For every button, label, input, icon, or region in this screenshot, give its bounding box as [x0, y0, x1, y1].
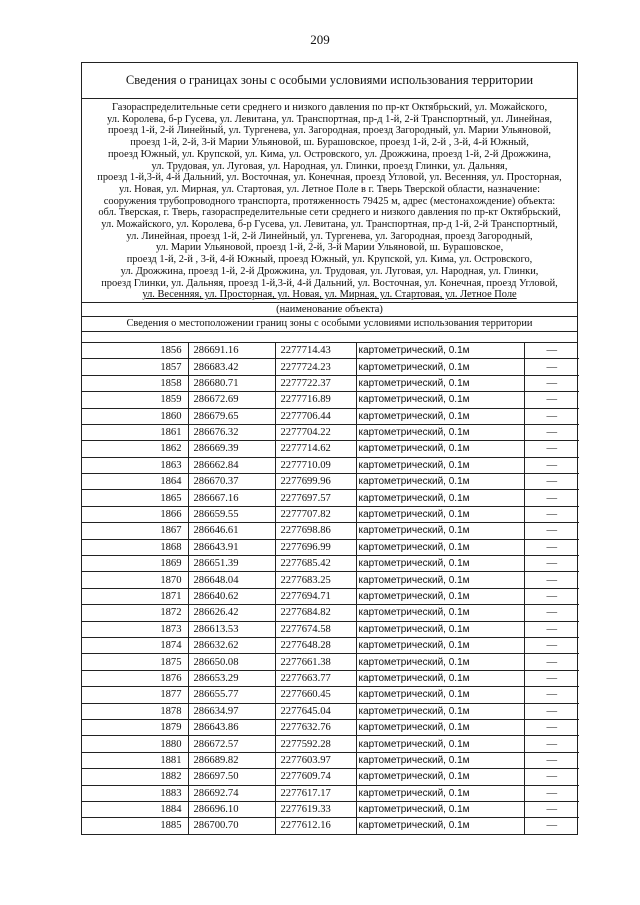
method-cell: картометрический, 0.1м [356, 375, 524, 391]
x-coordinate-cell: 286648.04 [188, 572, 275, 588]
point-number-cell: 1872 [82, 605, 188, 621]
x-coordinate-cell: 286670.37 [188, 474, 275, 490]
x-coordinate-cell: 286653.29 [188, 670, 275, 686]
x-coordinate-cell: 286680.71 [188, 375, 275, 391]
y-coordinate-cell: 2277648.28 [275, 637, 356, 653]
method-cell: картометрический, 0.1м [356, 343, 524, 359]
point-number-cell: 1858 [82, 375, 188, 391]
description-cell: — [524, 654, 579, 670]
method-cell: картометрический, 0.1м [356, 605, 524, 621]
table-header-spacer [82, 332, 577, 343]
method-cell: картометрический, 0.1м [356, 637, 524, 653]
x-coordinate-cell: 286662.84 [188, 457, 275, 473]
point-number-cell: 1874 [82, 637, 188, 653]
method-cell: картометрический, 0.1м [356, 588, 524, 604]
description-line: ул. Весенняя, ул. Просторная, ул. Новая, ул. Мирная, ул. Стартовая, ул. Летное Поле [142, 289, 517, 301]
method-cell: картометрический, 0.1м [356, 818, 524, 834]
table-row [82, 752, 579, 768]
description-cell: — [524, 375, 579, 391]
y-coordinate-cell: 2277684.82 [275, 605, 356, 621]
table-row [82, 736, 579, 752]
table-row [82, 588, 579, 604]
x-coordinate-cell: 286643.86 [188, 719, 275, 735]
x-coordinate-cell: 286691.16 [188, 343, 275, 359]
method-cell: картометрический, 0.1м [356, 523, 524, 539]
description-line: ул. Можайского, ул. Королева, б-р Гусева, ул. Левитана, ул. Транспортная, пр-д 1-й, 2-й Транспортный, [101, 219, 558, 231]
x-coordinate-cell: 286613.53 [188, 621, 275, 637]
point-number-cell: 1876 [82, 670, 188, 686]
y-coordinate-cell: 2277694.71 [275, 588, 356, 604]
page-number: 209 [310, 32, 330, 47]
description-line: проезд 1-й, 2-й , 3-й, 4-й Южный, проезд Южный, ул. Крупской, ул. Кима, ул. Островского, [126, 254, 533, 266]
point-number-cell: 1863 [82, 457, 188, 473]
point-number-cell: 1885 [82, 818, 188, 834]
point-number-cell: 1881 [82, 752, 188, 768]
y-coordinate-cell: 2277707.82 [275, 506, 356, 522]
y-coordinate-cell: 2277710.09 [275, 457, 356, 473]
table-row [82, 801, 579, 817]
description-cell: — [524, 719, 579, 735]
point-number-cell: 1866 [82, 506, 188, 522]
method-cell: картометрический, 0.1м [356, 572, 524, 588]
x-coordinate-cell: 286659.55 [188, 506, 275, 522]
description-cell: — [524, 670, 579, 686]
point-number-cell: 1859 [82, 392, 188, 408]
point-number-cell: 1880 [82, 736, 188, 752]
table-row [82, 375, 579, 391]
x-coordinate-cell: 286650.08 [188, 654, 275, 670]
y-coordinate-cell: 2277714.62 [275, 441, 356, 457]
y-coordinate-cell: 2277714.43 [275, 343, 356, 359]
method-cell: картометрический, 0.1м [356, 703, 524, 719]
description-line: ул. Марии Ульяновой, проезд 1-й, 2-й, 3-й Марии Ульяновой, ш. Бурашовское, [155, 242, 504, 254]
y-coordinate-cell: 2277674.58 [275, 621, 356, 637]
description-cell: — [524, 441, 579, 457]
object-description [82, 99, 577, 303]
point-number-cell: 1861 [82, 424, 188, 440]
method-cell: картометрический, 0.1м [356, 670, 524, 686]
y-coordinate-cell: 2277685.42 [275, 556, 356, 572]
point-number-cell: 1862 [82, 441, 188, 457]
description-cell: — [524, 588, 579, 604]
table-row [82, 474, 579, 490]
table-row [82, 457, 579, 473]
x-coordinate-cell: 286672.69 [188, 392, 275, 408]
description-line: ул. Новая, ул. Мирная, ул. Стартовая, ул. Летное Поле в г. Тверь Тверской области, назначение: [119, 183, 540, 195]
x-coordinate-cell: 286696.10 [188, 801, 275, 817]
description-cell: — [524, 556, 579, 572]
y-coordinate-cell: 2277704.22 [275, 424, 356, 440]
table-row [82, 637, 579, 653]
y-coordinate-cell: 2277699.96 [275, 474, 356, 490]
method-cell: картометрический, 0.1м [356, 736, 524, 752]
method-cell: картометрический, 0.1м [356, 785, 524, 801]
table-row [82, 490, 579, 506]
table-row [82, 703, 579, 719]
table-row [82, 769, 579, 785]
description-cell: — [524, 506, 579, 522]
description-cell: — [546, 820, 558, 832]
point-number-cell: 1869 [82, 556, 188, 572]
method-cell: картометрический, 0.1м [356, 801, 524, 817]
y-coordinate-cell: 2277661.38 [275, 654, 356, 670]
document-title: Сведения о границах зоны с особыми условиями использования территории [82, 63, 577, 99]
table-row [82, 670, 579, 686]
x-coordinate-cell: 286646.61 [188, 523, 275, 539]
table-row [82, 687, 579, 703]
description-cell: — [524, 687, 579, 703]
point-number-cell: 1873 [82, 621, 188, 637]
point-number-cell: 1857 [82, 359, 188, 375]
point-number-cell: 1883 [82, 785, 188, 801]
table-row [82, 343, 579, 359]
y-coordinate-cell: 2277722.37 [275, 375, 356, 391]
x-coordinate-cell: 286692.74 [188, 785, 275, 801]
description-cell: — [524, 801, 579, 817]
x-coordinate-cell: 286667.16 [188, 490, 275, 506]
method-cell: картометрический, 0.1м [356, 474, 524, 490]
x-coordinate-cell: 286697.50 [188, 769, 275, 785]
point-number-cell: 1884 [82, 801, 188, 817]
method-cell: картометрический, 0.1м [356, 359, 524, 375]
description-cell: — [524, 605, 579, 621]
y-coordinate-cell: 2277592.28 [275, 736, 356, 752]
x-coordinate-cell: 286626.42 [188, 605, 275, 621]
x-coordinate-cell: 286655.77 [188, 687, 275, 703]
y-coordinate-cell: 2277696.99 [275, 539, 356, 555]
y-coordinate-cell: 2277683.25 [275, 572, 356, 588]
y-coordinate-cell: 2277617.17 [275, 785, 356, 801]
point-number-cell: 1875 [82, 654, 188, 670]
table-row [82, 523, 579, 539]
table-row [82, 441, 579, 457]
description-cell: — [524, 637, 579, 653]
y-coordinate-cell: 2277663.77 [275, 670, 356, 686]
object-name-caption: (наименование объекта) [82, 303, 577, 317]
point-number-cell: 1868 [82, 539, 188, 555]
x-coordinate-cell: 286651.39 [188, 556, 275, 572]
table-row [82, 359, 579, 375]
y-coordinate-cell: 2277632.76 [275, 719, 356, 735]
y-coordinate-cell: 2277645.04 [275, 703, 356, 719]
x-coordinate-cell: 286672.57 [188, 736, 275, 752]
method-cell: картометрический, 0.1м [356, 752, 524, 768]
table-row [82, 539, 579, 555]
method-cell: картометрический, 0.1м [356, 392, 524, 408]
description-cell: — [524, 539, 579, 555]
description-line: обл. Тверская, г. Тверь, газораспределительные сети среднего и низкого давления по пр-кт Октябрьский, [98, 207, 561, 219]
description-cell: — [524, 523, 579, 539]
table-row [82, 719, 579, 735]
description-line: проезд 1-й, 2-й, 3-й Марии Ульяновой, ш. Бурашовское, проезд 1-й, 2-й , 3-й, 4-й Южный, [130, 137, 529, 149]
description-line: ул. Королева, б-р Гусева, ул. Левитана, ул. Транспортная, пр-д 1-й, 2-й Транспортный, ул. Линейная, [107, 113, 552, 125]
description-cell: — [524, 343, 579, 359]
x-coordinate-cell: 286683.42 [188, 359, 275, 375]
point-number-cell: 1865 [82, 490, 188, 506]
table-row [82, 572, 579, 588]
description-line: проезд 1-й, 2-й Линейный, ул. Тургенева, ул. Загородная, проезд Загородный, ул. Марии Ульяновой, [108, 125, 551, 137]
table-row [82, 654, 579, 670]
description-cell: — [524, 424, 579, 440]
method-cell: картометрический, 0.1м [356, 654, 524, 670]
description-line: ул. Трудовая, ул. Луговая, ул. Народная, ул. Глинки, проезд Глинки, ул. Дальняя, [151, 160, 508, 172]
y-coordinate-cell: 2277724.23 [275, 359, 356, 375]
description-cell: — [524, 474, 579, 490]
y-coordinate-cell: 2277603.97 [275, 752, 356, 768]
table-row [82, 556, 579, 572]
method-cell: картометрический, 0.1м [356, 457, 524, 473]
object-description-lines [86, 102, 573, 301]
method-cell: картометрический, 0.1м [356, 687, 524, 703]
description-line: сооружения трубопроводного транспорта, протяженность 79425 м, адрес (местонахождение) объекта: [103, 195, 556, 207]
method-cell: картометрический, 0.1м [356, 441, 524, 457]
description-cell: — [524, 457, 579, 473]
y-coordinate-cell: 2277609.74 [275, 769, 356, 785]
table-row [82, 408, 579, 424]
x-coordinate-cell: 286643.91 [188, 539, 275, 555]
table-row [82, 818, 579, 834]
x-coordinate-cell: 286700.70 [188, 818, 275, 834]
x-coordinate-cell: 286669.39 [188, 441, 275, 457]
method-cell: картометрический, 0.1м [356, 506, 524, 522]
y-coordinate-cell: 2277698.86 [275, 523, 356, 539]
x-coordinate-cell: 286632.62 [188, 637, 275, 653]
coordinates-table [82, 343, 579, 834]
point-number-cell: 1879 [82, 719, 188, 735]
description-line: проезд Южный, ул. Крупской, ул. Кима, ул. Островского, ул. Дрожжина, проезд 1-й, 2-й Дрожжина, [107, 148, 551, 160]
point-number-cell: 1882 [82, 769, 188, 785]
method-cell: картометрический, 0.1м [356, 769, 524, 785]
description-cell: — [524, 785, 579, 801]
description-cell: — [524, 703, 579, 719]
description-cell: — [524, 359, 579, 375]
description-cell: — [524, 769, 579, 785]
table-row [82, 392, 579, 408]
table-row [82, 621, 579, 637]
description-line: ул. Дрожжина, проезд 1-й, 2-й Дрожжина, ул. Трудовая, ул. Луговая, ул. Народная, ул. Глинки, [120, 265, 539, 277]
method-cell: картометрический, 0.1м [356, 719, 524, 735]
method-cell: картометрический, 0.1м [356, 621, 524, 637]
point-number-cell: 1867 [82, 523, 188, 539]
x-coordinate-cell: 286689.82 [188, 752, 275, 768]
description-line: Газораспределительные сети среднего и низкого давления по пр-кт Октябрьский, ул. Можайского, [111, 102, 548, 113]
method-cell: картометрический, 0.1м [356, 408, 524, 424]
description-cell: — [524, 490, 579, 506]
description-cell: — [524, 408, 579, 424]
method-cell: картометрический, 0.1м [356, 539, 524, 555]
y-coordinate-cell: 2277619.33 [275, 801, 356, 817]
point-number-cell: 1878 [82, 703, 188, 719]
description-cell: — [524, 621, 579, 637]
description-cell: — [524, 392, 579, 408]
method-cell: картометрический, 0.1м [356, 490, 524, 506]
point-number-cell: 1871 [82, 588, 188, 604]
description-cell: — [524, 572, 579, 588]
y-coordinate-cell: 2277706.44 [275, 408, 356, 424]
point-number-cell: 1870 [82, 572, 188, 588]
table-row [82, 424, 579, 440]
x-coordinate-cell: 286676.32 [188, 424, 275, 440]
method-cell: картометрический, 0.1м [356, 556, 524, 572]
x-coordinate-cell: 286679.65 [188, 408, 275, 424]
x-coordinate-cell: 286634.97 [188, 703, 275, 719]
point-number-cell: 1860 [82, 408, 188, 424]
method-cell: картометрический, 0.1м [356, 424, 524, 440]
y-coordinate-cell: 2277697.57 [275, 490, 356, 506]
y-coordinate-cell: 2277660.45 [275, 687, 356, 703]
description-line: ул. Линейная, проезд 1-й, 2-й Линейный, ул. Тургенева, ул. Загородная, проезд Загородный, [126, 230, 533, 242]
point-number-cell: 1856 [82, 343, 188, 359]
description-line: проезд Глинки, ул. Дальняя, проезд 1-й,3-й, 4-й Дальний, ул. Восточная, ул. Конечная, проезд Угловой, [101, 277, 558, 289]
description-cell: — [524, 752, 579, 768]
location-section-header: Сведения о местоположении границ зоны с особыми условиями использования территории [82, 317, 577, 332]
table-row [82, 785, 579, 801]
description-cell: — [524, 736, 579, 752]
point-number-cell: 1864 [82, 474, 188, 490]
table-row [82, 605, 579, 621]
description-line: проезд 1-й,3-й, 4-й Дальний, ул. Восточная, ул. Конечная, проезд Угловой, ул. Весенняя, ул. Просторная, [97, 172, 562, 184]
table-row [82, 506, 579, 522]
x-coordinate-cell: 286640.62 [188, 588, 275, 604]
zone-boundary-document [81, 62, 578, 835]
y-coordinate-cell: 2277716.89 [275, 392, 356, 408]
point-number-cell: 1877 [82, 687, 188, 703]
y-coordinate-cell: 2277612.16 [275, 818, 356, 834]
